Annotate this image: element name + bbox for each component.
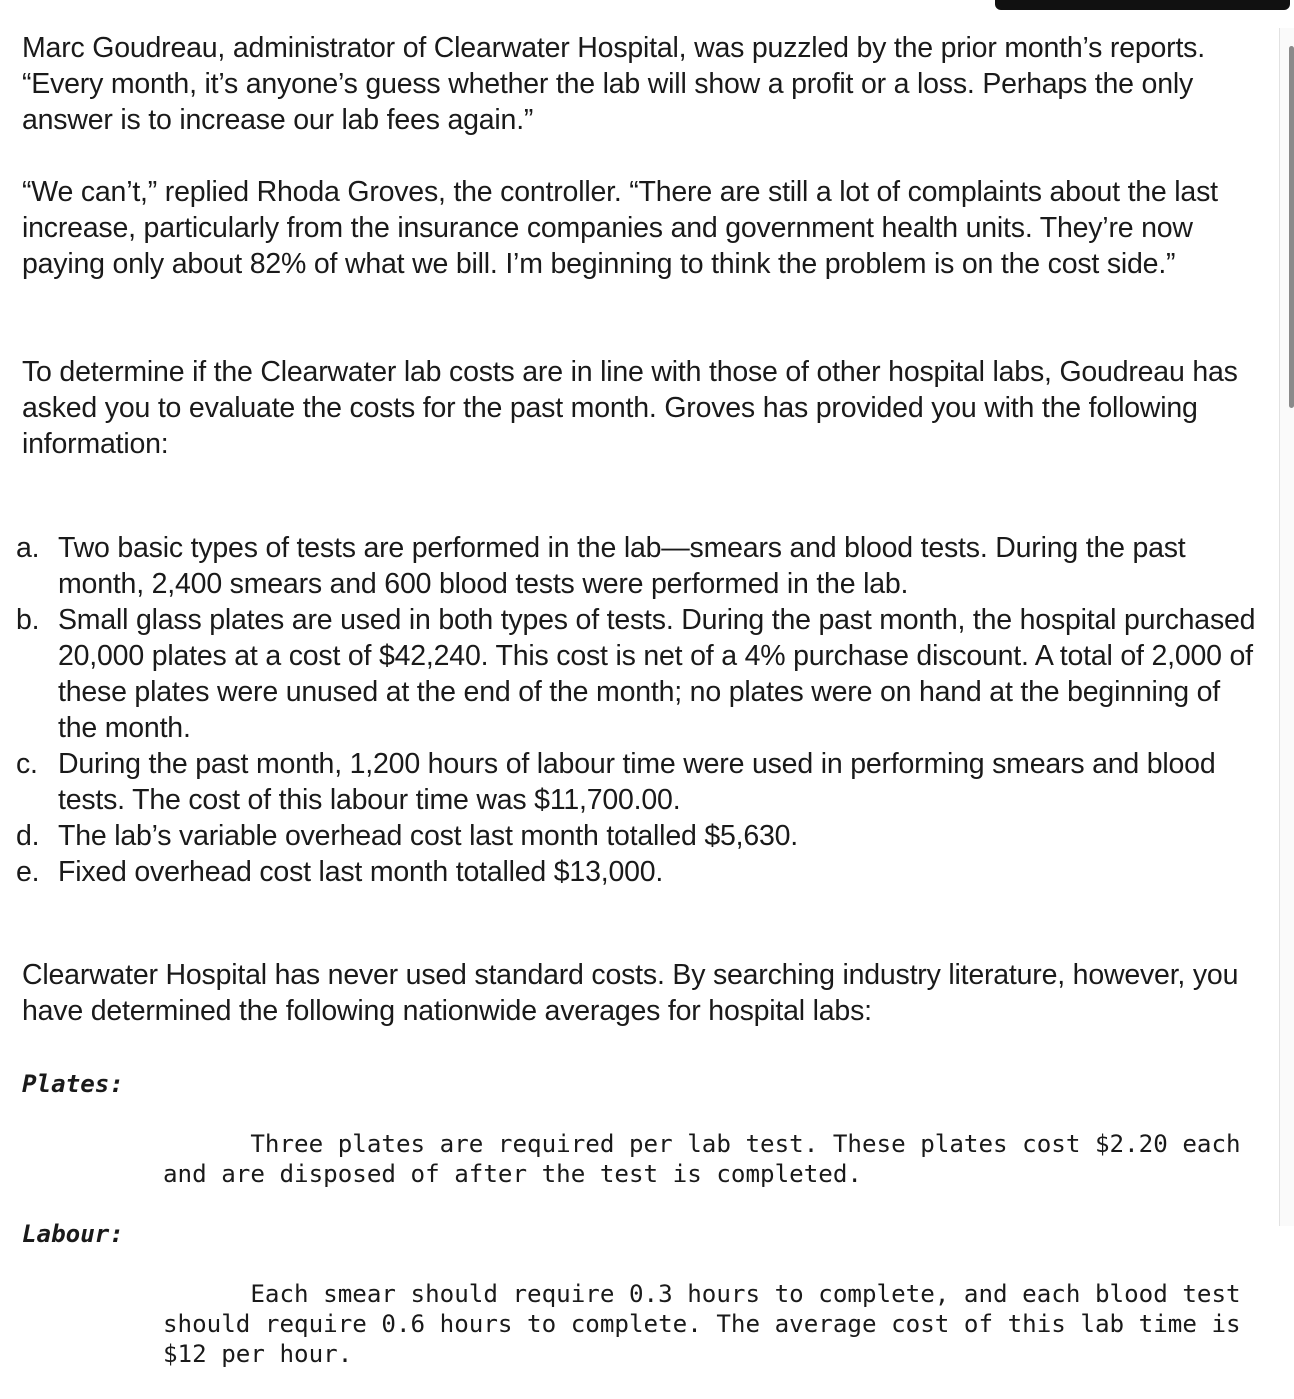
list-marker: d.	[16, 820, 40, 852]
vertical-scrollbar[interactable]	[1279, 28, 1294, 1226]
standard-row-plates	[22, 1069, 1272, 1219]
list-item-text: Small glass plates are used in both types of tests. During the past month, the hospital purchased 20,000 plates at a cost of $42,240. This cost is net of a 4% purchase discount. A total of 2,000 of these plates were unused at the end of the month; no plates were on hand at the beginning of the month.	[58, 604, 1256, 744]
standards-table	[22, 1069, 1272, 1399]
list-item	[16, 818, 1266, 854]
standard-label: Labour:	[22, 1220, 124, 1248]
list-item-text: Two basic types of tests are performed in the lab—smears and blood tests. During the past month, 2,400 smears and 600 blood tests were performed in the lab.	[58, 532, 1186, 600]
list-item	[16, 602, 1266, 746]
standard-row-labour	[22, 1219, 1272, 1399]
list-item	[16, 854, 1266, 890]
list-marker: c.	[16, 748, 38, 780]
standard-label: Plates:	[22, 1070, 124, 1098]
list-item-text: During the past month, 1,200 hours of labour time were used in performing smears and blood tests. The cost of this labour time was $11,700.00.	[58, 748, 1216, 816]
list-marker: a.	[16, 532, 40, 564]
list-item-text: Fixed overhead cost last month totalled $13,000.	[58, 856, 664, 888]
list-item	[16, 530, 1266, 602]
standard-text: Each smear should require 0.3 hours to complete, and each blood test should require 0.6 hours to complete. The average cost of this lab time is $12 per hour.	[163, 1280, 1256, 1368]
scrollbar-thumb[interactable]	[1289, 46, 1294, 408]
list-marker: b.	[16, 604, 40, 636]
task-paragraph: To determine if the Clearwater lab costs are in line with those of other hospital labs, Goudreau has asked you to evaluate the costs for the past month. Groves has provided you with the following information:	[22, 356, 1238, 460]
standards-intro-paragraph: Clearwater Hospital has never used standard costs. By searching industry literature, however, you have determined the following nationwide averages for hospital labs:	[22, 959, 1239, 1027]
window-top-bar	[995, 0, 1290, 10]
list-item	[16, 746, 1266, 818]
standard-text: Three plates are required per lab test. These plates cost $2.20 each and are disposed of after the test is completed.	[163, 1130, 1256, 1188]
list-marker: e.	[16, 856, 40, 888]
list-item-text: The lab’s variable overhead cost last month totalled $5,630.	[58, 820, 799, 852]
intro-paragraph: Marc Goudreau, administrator of Clearwater Hospital, was puzzled by the prior month’s reports. “Every month, it’s anyone’s guess whether the lab will show a profit or a loss. Perhaps the only answer is to increase our lab fees again.”	[22, 32, 1205, 136]
information-list	[16, 530, 1266, 890]
controller-reply-paragraph: “We can’t,” replied Rhoda Groves, the controller. “There are still a lot of complaints about the last increase, particularly from the insurance companies and government health units. They’re now paying only about 82% of what we bill. I’m beginning to think the problem is on the cost side.”	[22, 176, 1218, 280]
